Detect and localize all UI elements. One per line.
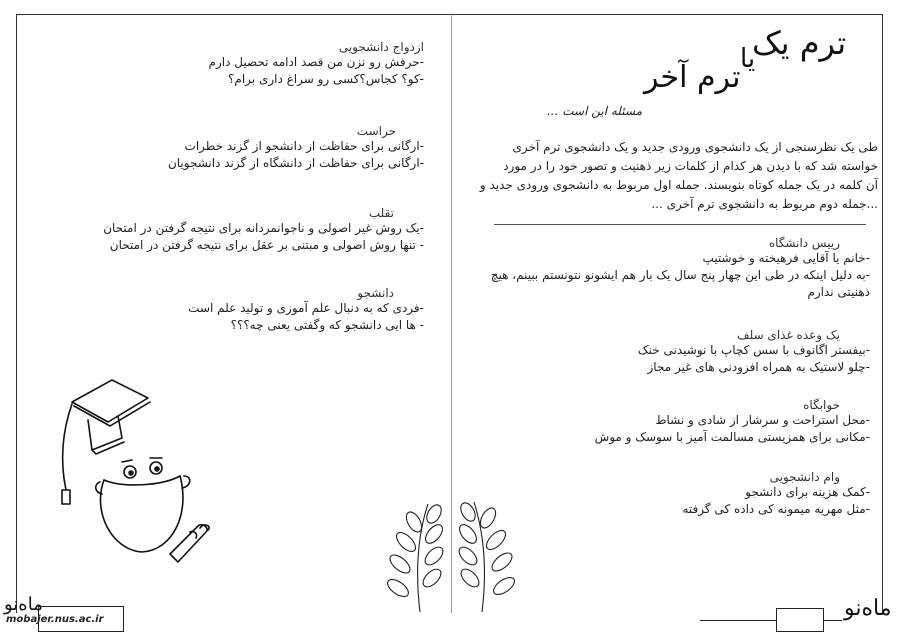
qa-line: - ها ایی دانشجو که وگفتی یعنی چه؟؟؟ bbox=[230, 318, 424, 332]
qa-block-security bbox=[40, 124, 424, 172]
intro-line: آن کلمه در یک جمله کوتاه بنویسند. جمله اول مربوط به دانشجوی ورودی جدید و bbox=[479, 178, 878, 192]
qa-block-president bbox=[456, 236, 870, 301]
footer-box-right bbox=[776, 608, 824, 632]
title-or: یا bbox=[740, 44, 756, 74]
qa-line: -به دلیل اینکه در طی این چهار پنج سال یک بار هم ایشونو نتونستم ببینم، هیچ bbox=[490, 268, 870, 282]
title-last-term: ترم آخر bbox=[644, 60, 741, 95]
qa-title: ازدواج دانشجویی bbox=[338, 40, 424, 54]
qa-line: -حرفش رو نزن من قصد ادامه تحصیل دارم bbox=[208, 55, 424, 69]
qa-line: -ارگانی برای حفاظت از دانشگاه از گزند دانشجویان bbox=[167, 156, 424, 170]
qa-line: -ارگانی برای حفاظت از دانشجو از گزند خطرات bbox=[184, 139, 424, 153]
logo-left: ماه‌نو bbox=[4, 594, 43, 615]
qa-line: -فردی که به دنبال علم آموزی و تولید علم است bbox=[188, 301, 424, 315]
qa-line: -مکانی برای همزیستی مسالمت آمیز با سوسک و موش bbox=[594, 430, 870, 444]
intro-line: خواسته شد که با دیدن هر کدام از کلمات زیر ذهنیت و تصور خود را در مورد bbox=[503, 159, 878, 173]
graduate-doodle-icon bbox=[52, 372, 222, 572]
title-term-one: ترم یک bbox=[752, 24, 847, 62]
qa-title: حراست bbox=[356, 124, 396, 138]
intro-line: ...جمله دوم مربوط به دانشجوی ترم آخری ... bbox=[651, 197, 878, 211]
qa-line: -خانم یا آقایی فرهیخته و خوشتیپ bbox=[702, 251, 870, 265]
subtitle: مسئله این است ... bbox=[546, 104, 642, 118]
qa-line: -یک روش غیر اصولی و ناجوانمردانه برای نتیجه گرفتن در امتحان bbox=[103, 221, 424, 235]
qa-title: یک وعده غذای سلف bbox=[737, 328, 840, 342]
qa-block-cafeteria bbox=[456, 328, 870, 376]
qa-line: -بیفستر اگانوف با سس کچاپ با نوشیدنی خنک bbox=[637, 343, 870, 357]
logo-right: ماه‌نو bbox=[844, 596, 892, 621]
qa-title: رییس دانشگاه bbox=[768, 236, 840, 250]
qa-line: -کو؟ کجاس؟کسی رو سراغ داری برام؟ bbox=[228, 72, 424, 86]
footer-url: mobajer.nus.ac.ir bbox=[6, 614, 104, 625]
intro-line: طی یک نظرسنجی از یک دانشجوی ورودی جدید و یک دانشجوی ترم آخری bbox=[512, 140, 878, 154]
leaf-sprig-right-icon bbox=[452, 496, 530, 612]
qa-block-marriage bbox=[40, 40, 424, 88]
qa-line: ذهنیتی ندارم bbox=[807, 285, 870, 299]
qa-line: -کمک هزینه برای دانشجو bbox=[745, 485, 870, 499]
qa-block-student bbox=[40, 286, 424, 334]
qa-block-dorm bbox=[456, 398, 870, 446]
qa-title: خوابگاه bbox=[803, 398, 840, 412]
intro-paragraph bbox=[456, 138, 878, 214]
qa-title: وام دانشجویی bbox=[769, 470, 840, 484]
qa-title: دانشجو bbox=[357, 286, 394, 300]
qa-line: -مثل مهریه میمونه کی داده کی گرفته bbox=[682, 502, 870, 516]
qa-title: تقلب bbox=[368, 206, 394, 220]
qa-line: -محل استراحت و سرشار از شادی و نشاط bbox=[655, 413, 870, 427]
qa-line: -چلو لاستیک به همراه افزودنی های غیر مجاز bbox=[647, 360, 870, 374]
divider bbox=[494, 224, 866, 225]
qa-line: - تنها روش اصولی و مبتنی بر عقل برای نتیجه گرفتن در امتحان bbox=[109, 238, 424, 252]
qa-block-cheating bbox=[40, 206, 424, 254]
leaf-sprig-left-icon bbox=[376, 500, 450, 612]
